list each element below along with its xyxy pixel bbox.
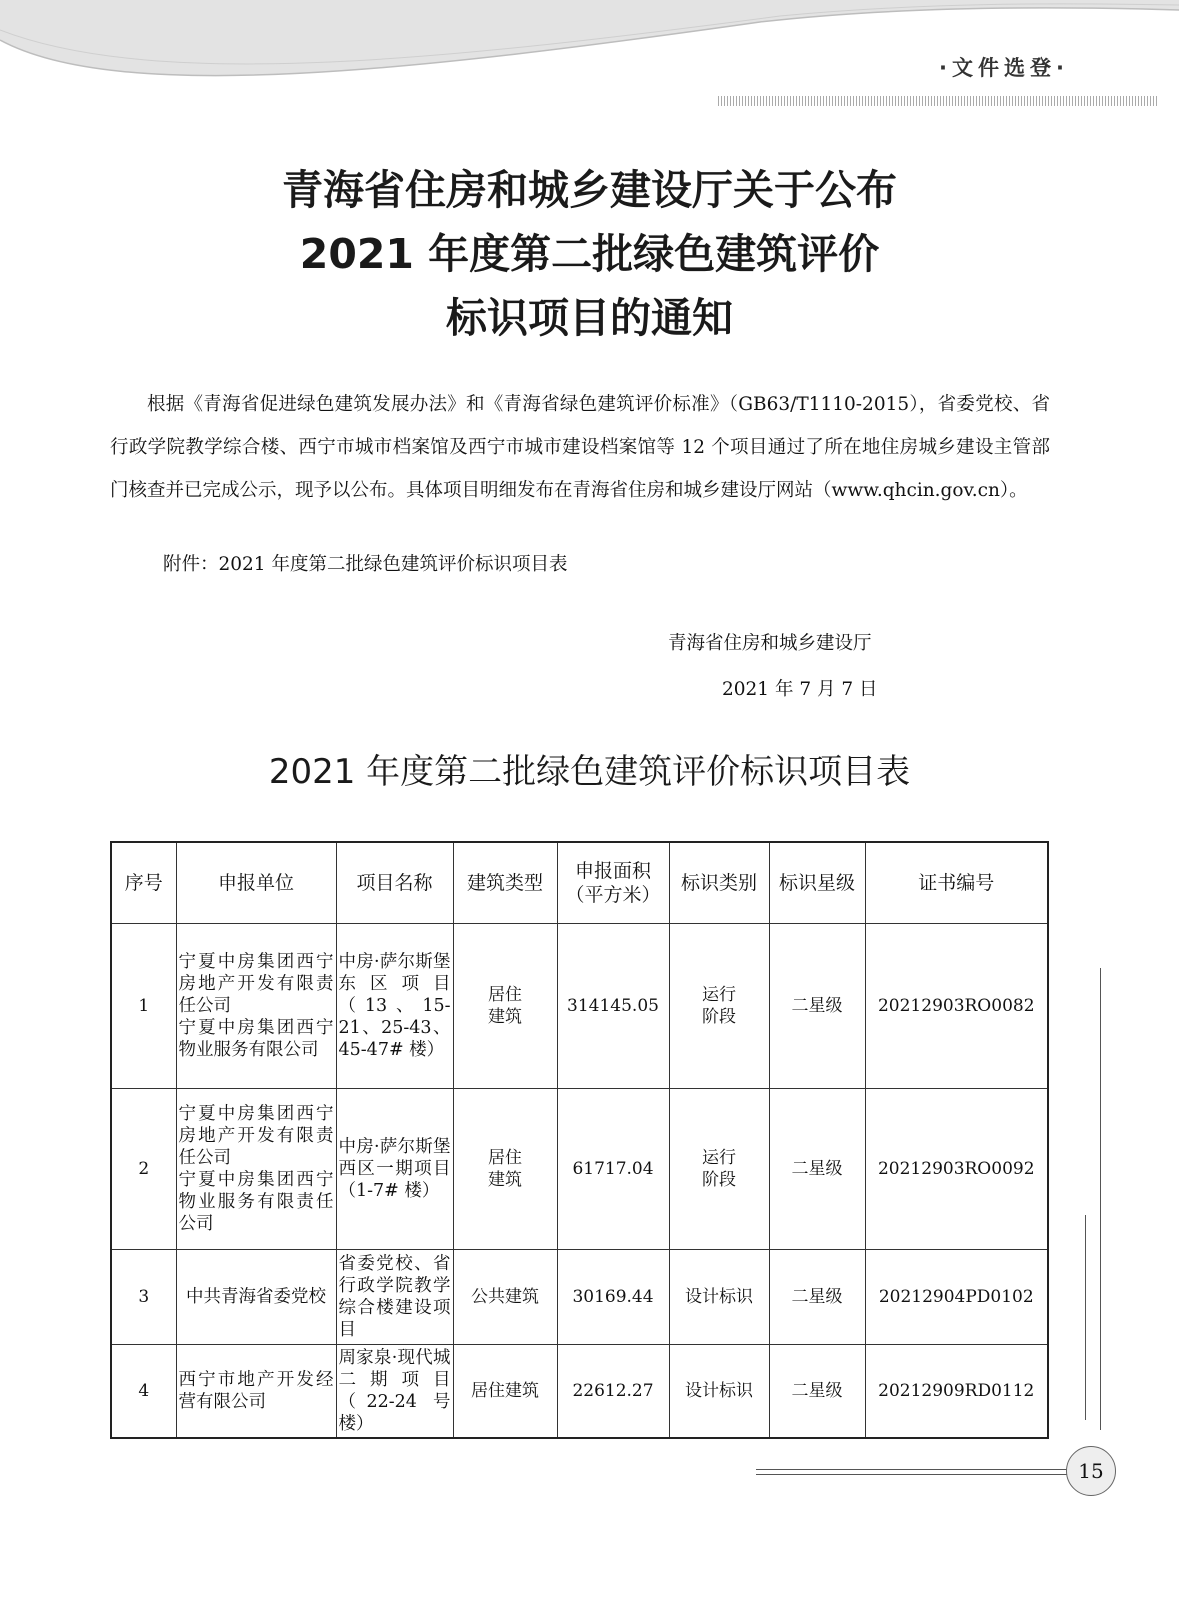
page-number: 15 (1066, 1446, 1116, 1496)
cell-area: 314145.05 (557, 924, 669, 1089)
cell-type: 居住建筑 (453, 1345, 557, 1438)
cell-no: 4 (111, 1345, 176, 1438)
cell-name: 周家泉·现代城二期项目（22-24 号楼） (336, 1345, 453, 1438)
signature-org: 青海省住房和城乡建设厅 (668, 633, 872, 654)
cell-no: 2 (111, 1089, 176, 1250)
cell-cert: 20212903RO0082 (865, 924, 1048, 1089)
cell-level: 二星级 (769, 1089, 865, 1250)
header-area-line: （平方米） (565, 884, 661, 906)
cell-type: 公共建筑 (453, 1250, 557, 1345)
section-tag: ·文件选登· (939, 56, 1069, 80)
cell-no: 3 (111, 1250, 176, 1345)
cell-name: 中房·萨尔斯堡东区项目（13、15-21、25-43、45-47# 楼） (336, 924, 453, 1089)
cell-level: 二星级 (769, 1250, 865, 1345)
header-category: 标识类别 (669, 842, 769, 924)
header-cert: 证书编号 (865, 842, 1048, 924)
cell-category: 运行 阶段 (669, 924, 769, 1089)
table-row (111, 1089, 1048, 1250)
header-level: 标识星级 (769, 842, 865, 924)
cell-name: 中房·萨尔斯堡西区一期项目（1-7# 楼） (336, 1089, 453, 1250)
cell-cert: 20212904PD0102 (865, 1250, 1048, 1345)
cell-category: 设计标识 (669, 1250, 769, 1345)
cell-area: 22612.27 (557, 1345, 669, 1438)
title-line: 青海省住房和城乡建设厅关于公布 (282, 166, 897, 214)
attachment-note: 附件：2021 年度第二批绿色建筑评价标识项目表 (163, 554, 568, 575)
cell-category: 设计标识 (669, 1345, 769, 1438)
cell-cert: 20212903RO0092 (865, 1089, 1048, 1250)
cell-area: 61717.04 (557, 1089, 669, 1250)
cell-no: 1 (111, 924, 176, 1089)
cell-cert: 20212909RD0112 (865, 1345, 1048, 1438)
notice-title (0, 158, 1179, 350)
cell-unit: 西宁市地产开发经营有限公司 (176, 1345, 336, 1438)
table-row (111, 1345, 1048, 1438)
title-line: 2021 年度第二批绿色建筑评价 (299, 230, 880, 278)
table-row (111, 924, 1048, 1089)
cell-type: 居住 建筑 (453, 924, 557, 1089)
cell-unit: 宁夏中房集团西宁房地产开发有限责任公司 宁夏中房集团西宁物业服务有限公司 (176, 924, 336, 1089)
cell-level: 二星级 (769, 924, 865, 1089)
notice-body: 根据《青海省促进绿色建筑发展办法》和《青海省绿色建筑评价标准》（GB63/T1110-2015），省委党校、省行政学院教学综合楼、西宁市城市档案馆及西宁市城市建设档案馆等 12 个项目通过了所在地住房城乡建设主管部门核查并已完成公示，现予以公布。具体项目明细发布在青海省住房和城乡建设厅网站（www.qhcin.gov.cn）。 (110, 394, 1050, 501)
cell-unit: 中共青海省委党校 (176, 1250, 336, 1345)
header-area (557, 842, 669, 924)
table-row (111, 1250, 1048, 1345)
footer-double-rule (756, 1469, 1068, 1475)
cell-unit: 宁夏中房集团西宁房地产开发有限责任公司 宁夏中房集团西宁物业服务有限责任公司 (176, 1089, 336, 1250)
header-no: 序号 (111, 842, 176, 924)
cell-category: 运行 阶段 (669, 1089, 769, 1250)
header-area-line: 申报面积 (574, 860, 651, 882)
header-type: 建筑类型 (453, 842, 557, 924)
title-line: 标识项目的通知 (446, 294, 733, 342)
cell-area: 30169.44 (557, 1250, 669, 1345)
header-hatch-bar (718, 96, 1158, 106)
project-table (110, 841, 1049, 1439)
cell-name: 省委党校、省行政学院教学综合楼建设项目 (336, 1250, 453, 1345)
header-unit: 申报单位 (176, 842, 336, 924)
table-title: 2021 年度第二批绿色建筑评价标识项目表 (268, 752, 911, 792)
footer-vertical-rule (1085, 1215, 1086, 1420)
table-header-row (111, 842, 1048, 924)
header-name: 项目名称 (336, 842, 453, 924)
footer-vertical-rule (1100, 968, 1101, 1430)
cell-type: 居住 建筑 (453, 1089, 557, 1250)
signature-date: 2021 年 7 月 7 日 (722, 679, 878, 700)
cell-level: 二星级 (769, 1345, 865, 1438)
